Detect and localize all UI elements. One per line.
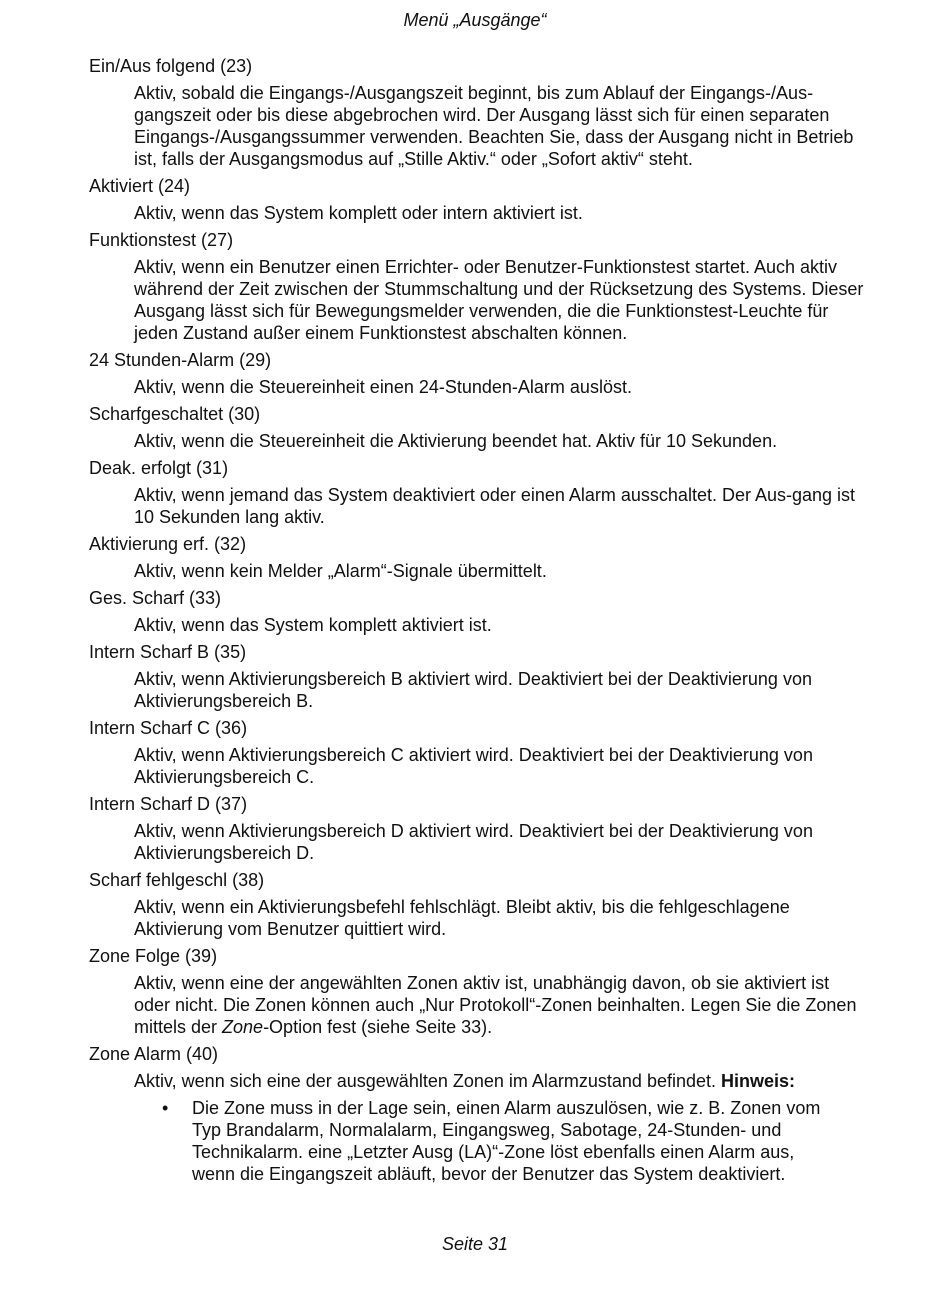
term-deak-erfolgt: Deak. erfolgt (31) [89,458,229,478]
note-list [134,1097,869,1185]
desc-aktiviert: Aktiv, wenn das System komplett oder intern aktiviert ist. [134,203,583,223]
desc-zone-folge-emphasis: Zone [222,1017,264,1037]
term-funktionstest: Funktionstest (27) [89,230,234,250]
desc-zone-alarm [134,1070,869,1092]
desc-aktivierung-erf: Aktiv, wenn kein Melder „Alarm“-Signale übermittelt. [134,561,547,581]
desc-scharfgeschaltet: Aktiv, wenn die Steuereinheit die Aktivierung beendet hat. Aktiv für 10 Sekunden. [134,431,778,451]
desc-zone-alarm-text: Aktiv, wenn sich eine der ausgewählten Zonen im Alarmzustand befindet. [134,1071,721,1091]
document-body [89,55,869,1185]
desc-zone-folge-part1: Aktiv, wenn eine der angewählten Zonen aktiv ist, unabhängig davon, ob sie aktiviert ist oder nicht. Die Zonen können auch „Nur Protokoll“-Zonen beinhalten. Legen Sie die Zonen mittels der [134,973,857,1037]
desc-deak-erfolgt: Aktiv, wenn jemand das System deaktiviert oder einen Alarm ausschaltet. Der Aus-gang ist 10 Sekunden lang aktiv. [134,485,856,527]
desc-intern-scharf-c: Aktiv, wenn Aktivierungsbereich C aktiviert wird. Deaktiviert bei der Deaktivierung von Aktivierungsbereich C. [134,745,813,787]
note-label: Hinweis: [721,1071,796,1091]
term-aktiviert: Aktiviert (24) [89,176,191,196]
term-intern-scharf-b: Intern Scharf B (35) [89,642,247,662]
page-number: Seite 31 [441,1234,509,1254]
desc-ges-scharf: Aktiv, wenn das System komplett aktiviert ist. [134,615,492,635]
term-scharf-fehlgeschl: Scharf fehlgeschl (38) [89,870,265,890]
term-intern-scharf-d: Intern Scharf D (37) [89,794,248,814]
note-item [134,1097,832,1185]
note-item-text: Die Zone muss in der Lage sein, einen Alarm auszulösen, wie z. B. Zonen vom Typ Brandalarm, Normalalarm, Eingangsweg, Sabotage, 24-Stunden- und Technikalarm. eine „Letzter Ausg (LA)“-Zone löst ebenfalls einen Alarm aus, wenn die Eingangszeit abläuft, bevor der Benutzer das System deaktiviert. [192,1098,821,1184]
desc-ein-aus-folgend: Aktiv, sobald die Eingangs-/Ausgangszeit beginnt, bis zum Ablauf der Eingangs-/Aus-gangszeit oder bis diese abgebrochen wird. Der Ausgang lässt sich für einen separaten Eingangs-/Ausgangssummer verwenden. Beachten Sie, dass der Ausgang nicht in Betrieb ist, falls der Ausgangsmodus auf „Stille Aktiv.“ oder „Sofort aktiv“ steht. [134,83,854,169]
desc-scharf-fehlgeschl: Aktiv, wenn ein Aktivierungsbefehl fehlschlägt. Bleibt aktiv, bis die fehlgeschlagene Aktivierung vom Benutzer quittiert wird. [134,897,790,939]
term-ges-scharf: Ges. Scharf (33) [89,588,222,608]
term-ein-aus-folgend: Ein/Aus folgend (23) [89,56,253,76]
term-intern-scharf-c: Intern Scharf C (36) [89,718,248,738]
desc-intern-scharf-b: Aktiv, wenn Aktivierungsbereich B aktiviert wird. Deaktiviert bei der Deaktivierung von Aktivierungsbereich B. [134,669,812,711]
page-header: Menü „Ausgänge“ [403,10,547,30]
term-aktivierung-erf: Aktivierung erf. (32) [89,534,247,554]
bullet-icon: • [162,1098,169,1118]
desc-funktionstest: Aktiv, wenn ein Benutzer einen Errichter- oder Benutzer-Funktionstest startet. Auch aktiv während der Zeit zwischen der Stummschaltung und der Rücksetzung des Systems. Dieser Ausgang lässt sich für Bewegungsmelder verwenden, die die Funktionstest-Leuchte für jeden Zustand außer einem Funktionstest abschalten können. [134,257,864,343]
term-scharfgeschaltet: Scharfgeschaltet (30) [89,404,261,424]
term-zone-folge: Zone Folge (39) [89,946,218,966]
term-24-stunden-alarm: 24 Stunden-Alarm (29) [89,350,272,370]
desc-zone-folge [134,972,869,1038]
desc-zone-folge-part2: -Option fest (siehe Seite 33). [263,1017,493,1037]
desc-24-stunden-alarm: Aktiv, wenn die Steuereinheit einen 24-Stunden-Alarm auslöst. [134,377,632,397]
term-zone-alarm: Zone Alarm (40) [89,1044,219,1064]
desc-intern-scharf-d: Aktiv, wenn Aktivierungsbereich D aktiviert wird. Deaktiviert bei der Deaktivierung von Aktivierungsbereich D. [134,821,813,863]
